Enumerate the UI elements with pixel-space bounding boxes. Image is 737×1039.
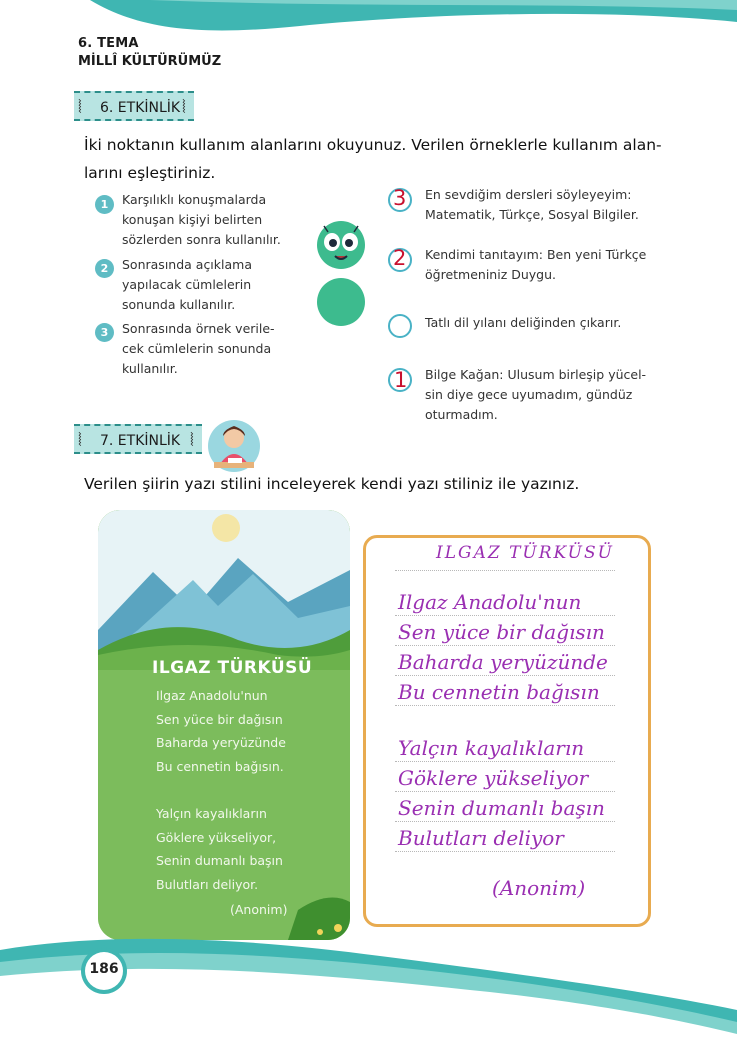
poem-line: Göklere yükseliyor, bbox=[156, 829, 277, 845]
writing-guide-line bbox=[395, 675, 615, 676]
handwritten-line: Yalçın kayalıkların bbox=[398, 736, 585, 760]
poem-title: ILGAZ TÜRKÜSÜ bbox=[152, 658, 313, 678]
usage-line: sözlerden sonra kullanılır. bbox=[122, 232, 281, 247]
handwritten-line: Senin dumanlı başın bbox=[398, 796, 605, 820]
example-line: oturmadım. bbox=[425, 407, 498, 422]
example-line: Matematik, Türkçe, Sosyal Bilgiler. bbox=[425, 207, 639, 222]
example-text bbox=[425, 185, 639, 225]
example-text bbox=[425, 313, 621, 333]
zigzag-right-icon: ⦚ bbox=[182, 97, 186, 118]
zigzag-left-icon: ⦚ bbox=[78, 97, 82, 118]
poem-line: Ilgaz Anadolu'nun bbox=[156, 688, 268, 703]
writing-guide-line bbox=[395, 761, 615, 762]
example-line: En sevdiğim dersleri söyleyeyim: bbox=[425, 187, 632, 202]
usage-badge: 1 bbox=[95, 195, 114, 214]
girl-writing-icon bbox=[204, 420, 264, 472]
activity6-title: 6. ETKİNLİK bbox=[100, 100, 181, 116]
activity7-ribbon bbox=[74, 424, 202, 454]
poem-line: Baharda yeryüzünde bbox=[156, 735, 286, 750]
usage-line: Sonrasında açıklama bbox=[122, 257, 252, 272]
tema-number: 6. TEMA bbox=[78, 36, 139, 51]
handwritten-line: Bulutları deliyor bbox=[398, 826, 564, 850]
poem-line: Yalçın kayalıkların bbox=[156, 806, 267, 821]
tema-name: MİLLÎ KÜLTÜRÜMÜZ bbox=[78, 54, 222, 69]
handwritten-author: (Anonim) bbox=[492, 876, 586, 900]
usage-text bbox=[122, 190, 281, 250]
handwritten-line: Ilgaz Anadolu'nun bbox=[398, 590, 582, 614]
handwritten-line: Göklere yükseliyor bbox=[398, 766, 589, 790]
writing-guide-line bbox=[395, 791, 615, 792]
example-line: Tatlı dil yılanı deliğinden çıkarır. bbox=[425, 315, 622, 330]
answer-circle[interactable] bbox=[388, 314, 412, 338]
page-number: 186 bbox=[89, 961, 119, 977]
usage-line: konuşan kişiyi belirten bbox=[122, 212, 263, 227]
poem-line: Sen yüce bir dağısın bbox=[156, 711, 283, 727]
poem-line: Senin dumanlı başın bbox=[156, 853, 283, 868]
poem-stanza-2 bbox=[156, 802, 283, 896]
usage-line: kullanılır. bbox=[122, 361, 178, 376]
writing-guide-line bbox=[395, 615, 615, 616]
writing-guide-line bbox=[395, 851, 615, 852]
handwritten-line: Baharda yeryüzünde bbox=[398, 650, 608, 674]
example-line: sin diye gece uyumadım, gündüz bbox=[425, 387, 633, 402]
usage-text bbox=[122, 255, 252, 315]
writing-guide-line bbox=[395, 705, 615, 706]
zigzag-left-icon: ⦚ bbox=[78, 430, 82, 451]
example-line: Kendimi tanıtayım: Ben yeni Türkçe bbox=[425, 247, 647, 262]
poem-stanza-1 bbox=[156, 684, 286, 778]
writing-guide-line bbox=[395, 821, 615, 822]
usage-badge: 3 bbox=[95, 323, 114, 342]
instruction-line: İki noktanın kullanım alanlarını okuyunuz. Verilen örneklerle kullanım alan- bbox=[84, 136, 662, 154]
poem-line: Bu cennetin bağısın. bbox=[156, 758, 284, 774]
usage-line: Karşılıklı konuşmalarda bbox=[122, 192, 267, 207]
example-line: Bilge Kağan: Ulusum birleşip yücel- bbox=[425, 367, 647, 382]
example-text bbox=[425, 365, 646, 425]
zigzag-right-icon: ⦚ bbox=[190, 430, 194, 451]
handwritten-title: ILGAZ TÜRKÜSÜ bbox=[436, 543, 614, 563]
example-line: öğretmeniniz Duygu. bbox=[425, 267, 557, 282]
handwritten-line: Bu cennetin bağısın bbox=[398, 680, 600, 704]
answer-handwritten: 3 bbox=[393, 186, 407, 210]
usage-line: Sonrasında örnek verile- bbox=[122, 321, 275, 336]
usage-text bbox=[122, 319, 275, 379]
poem-author: (Anonim) bbox=[230, 902, 288, 917]
example-text bbox=[425, 245, 646, 285]
colon-mascot-icon bbox=[310, 218, 372, 330]
handwritten-line: Sen yüce bir dağısın bbox=[398, 620, 605, 644]
usage-line: cek cümlelerin sonunda bbox=[122, 341, 272, 356]
usage-line: sonunda kullanılır. bbox=[122, 297, 236, 312]
activity7-instruction: Verilen şiirin yazı stilini inceleyerek kendi yazı stiliniz ile yazınız. bbox=[84, 475, 580, 493]
activity7-title: 7. ETKİNLİK bbox=[100, 433, 181, 449]
usage-line: yapılacak cümlelerin bbox=[122, 277, 252, 292]
usage-badge: 2 bbox=[95, 259, 114, 278]
answer-handwritten: 2 bbox=[393, 246, 407, 270]
poem-card bbox=[98, 510, 350, 940]
activity6-instruction bbox=[84, 131, 664, 187]
writing-guide-line bbox=[395, 645, 615, 646]
writing-guide-line bbox=[395, 570, 615, 571]
instruction-line: larını eşleştiriniz. bbox=[84, 164, 216, 182]
activity6-ribbon bbox=[74, 91, 194, 121]
poem-line: Bulutları deliyor. bbox=[156, 876, 259, 892]
answer-handwritten: 1 bbox=[394, 368, 408, 392]
